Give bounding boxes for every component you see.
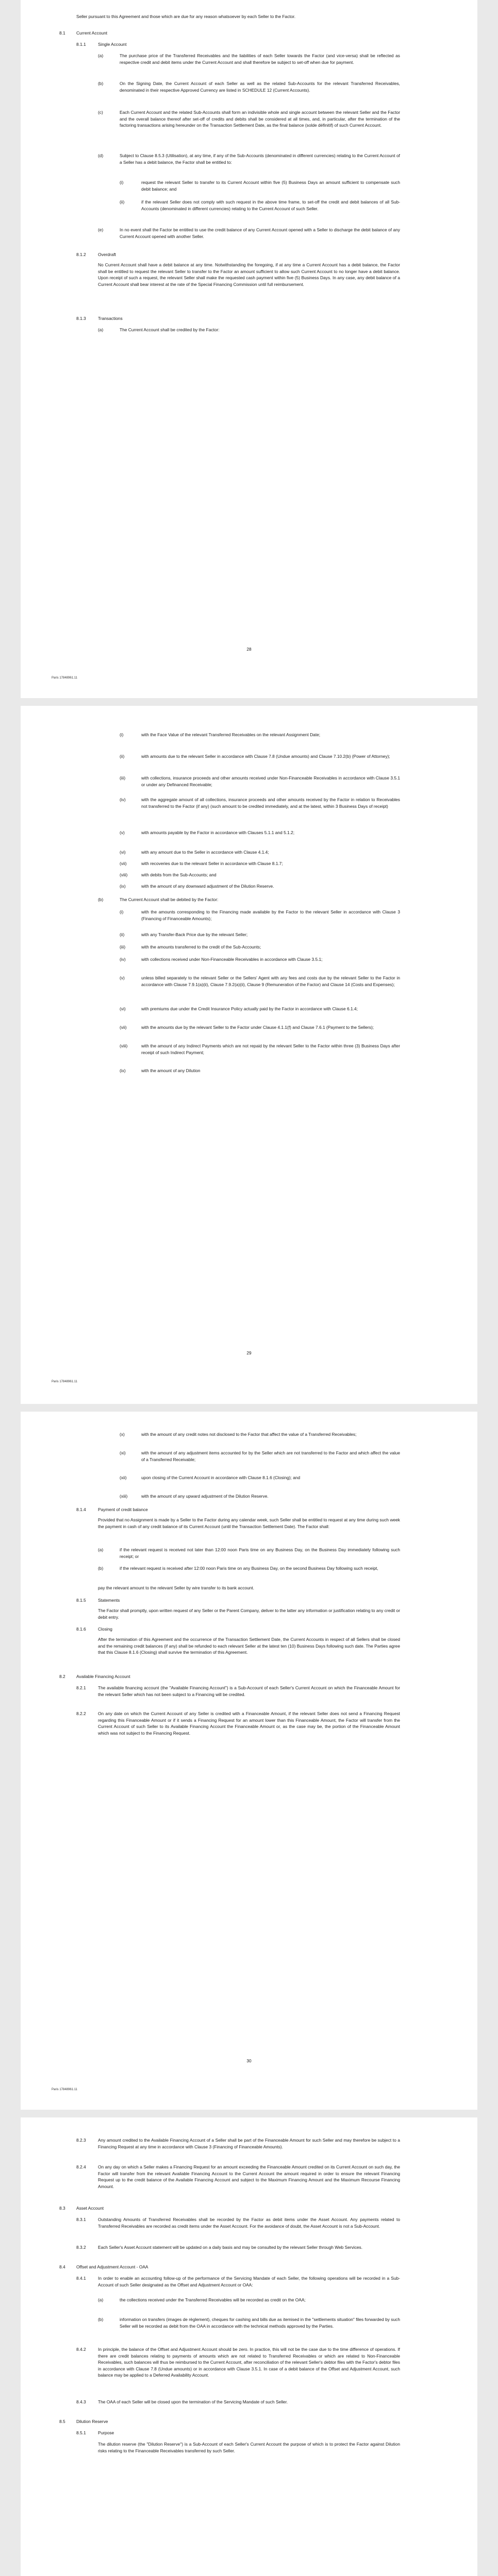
item-label: (xii)	[120, 1475, 127, 1480]
item-text: with the amount of any Indirect Payments which are not repaid by the relevant Seller to the Factor within three (3) Business Days after receipt of such Indirect Payment;	[141, 1043, 400, 1055]
subsection-number: 8.2.2	[76, 1711, 86, 1716]
item-text: with the amounts due by the relevant Seller to the Factor under Clause 4.1.1(f) and Clause 7.6.1 (Payment to the Sellers);	[141, 1025, 374, 1030]
item-text: In no event shall the Factor be entitled to use the credit balance of any Current Account opened with a Seller to discharge the debit balance of any Current Account opened with another Seller.	[120, 227, 400, 239]
item-label: (ii)	[120, 932, 125, 937]
section-heading: Available Financing Account	[76, 1674, 130, 1679]
item-text: unless billed separately to the relevant Seller or the Sellers' Agent with any fees and costs due by the relevant Seller to the Factor in accordance with Clause 7.9.1(a)(ii), Clause 7.9.2(a)(ii), Clause 9 (Remuneration of the Factor) and Clause 14 (Costs and Expenses);	[141, 975, 400, 987]
subsection-number: 8.2.4	[76, 2164, 86, 2170]
item-text: On the Signing Date, the Current Account of each Seller as well as the related Sub-Accounts for the relevant Transferred Receivables, denominated in their respective Approved Currency are listed in SCHEDULE 12 (Current Accounts).	[120, 81, 400, 93]
intro-paragraph: Seller pursuant to this Agreement and those which are due for any reason whatsoever by each Seller to the Factor.	[76, 14, 296, 19]
item-label: (ix)	[120, 1068, 126, 1073]
item-label: (a)	[98, 1547, 104, 1552]
item-text: Subject to Clause 8.5.3 (Utilisation), at any time, if any of the Sub-Accounts (denominated in different currencies) relating to the Current Account of a Seller has a debit balance, the Factor shall be entitled to:	[120, 153, 400, 165]
item-text: The Current Account shall be credited by the Factor:	[120, 327, 220, 332]
item-label: (a)	[98, 2297, 104, 2302]
item-label: (vii)	[120, 1025, 127, 1030]
item-label: (b)	[98, 2317, 104, 2322]
item-label: (a)	[98, 327, 104, 332]
item-label: (viii)	[120, 1043, 128, 1048]
item-label: (xiii)	[120, 1494, 128, 1499]
page-number: 29	[246, 1350, 252, 1355]
footer-reference: Paris 17848961.11	[52, 2088, 77, 2091]
section-number: 8.2	[59, 1674, 65, 1679]
item-text: with the amounts transferred to the credit of the Sub-Accounts;	[141, 944, 261, 950]
item-label: (iv)	[120, 957, 126, 962]
closing-paragraph: After the termination of this Agreement and the occurrence of the Transaction Settlement Date, the Current Accounts in respect of all Sellers shall be closed and the remaining credit balances (if any) shall be refunded to each relevant Seller at the latest ten (10) Business Days following such date. The Parties agree that this Clause 8.1.6 (Closing) shall survive the termination of this Agreement.	[98, 1637, 400, 1655]
item-label: (v)	[120, 975, 125, 980]
item-text: with any Transfer-Back Price due by the relevant Seller;	[141, 932, 248, 937]
item-label: (vi)	[120, 850, 126, 855]
overdraft-paragraph: No Current Account shall have a debit balance at any time. Notwithstanding the foregoing, if at any time a Current Account has a debit balance, the Factor shall be entitled to request the relevant Seller to transfer to the Factor an amount sufficient to allow such Current Account to no longer have a debit balance. Upon receipt of such a request, the relevant Seller shall make the requested cash payment within five (5) Business Days. In any case, any debit balance of a Current Account shall bear interest at the rate of the Special Financing Commission until full reimbursement.	[98, 262, 400, 287]
section-number: 8.4	[59, 2264, 65, 2269]
subsection-number: 8.1.1	[76, 42, 86, 47]
footer-reference: Paris 17848961.11	[52, 1380, 77, 1383]
item-text: with premiums due under the Credit Insurance Policy actually paid by the Factor in accordance with Clause 6.1.4;	[141, 1006, 358, 1011]
item-text: if the relevant request is received not later than 12:00 noon Paris time on any Business Day, on the Business Day immediately following such receipt; or	[120, 1547, 400, 1559]
item-text: with the amount of any downward adjustment of the Dilution Reserve.	[141, 884, 274, 889]
subsection-number: 8.4.3	[76, 2399, 86, 2404]
subsection-heading: Single Account	[98, 42, 127, 47]
item-label: (xi)	[120, 1450, 126, 1455]
page-28	[21, 0, 477, 698]
page-30	[21, 1412, 477, 2110]
item-text: with debits from the Sub-Accounts; and	[141, 872, 217, 877]
item-text: with amounts due to the relevant Seller in accordance with Clause 7.8 (Undue amounts) and Clause 7.10.2(b) (Power of Attorney);	[141, 754, 390, 759]
subsection-number: 8.1.3	[76, 316, 86, 321]
item-text: if the relevant Seller does not comply with such request in the above time frame, to set-off the credit and debit balances of all Sub-Accounts (denominated in different currencies) relating to the Current Account of such Seller.	[141, 199, 400, 211]
subsection-heading: Transactions	[98, 316, 123, 321]
item-label: (b)	[98, 81, 104, 86]
item-text: with the amount of any credit notes not disclosed to the Factor that affect the value of a Transferred Receivables;	[141, 1432, 357, 1437]
item-text: with amounts payable by the Factor in accordance with Clauses 5.1.1 and 5.1.2;	[141, 830, 295, 835]
item-label: (b)	[98, 1566, 104, 1571]
item-label: (i)	[120, 909, 124, 914]
item-text: upon closing of the Current Account in accordance with Clause 8.1.6 (Closing); and	[141, 1475, 301, 1480]
item-text: with collections received under Non-Financeable Receivables in accordance with Clause 3.5.1;	[141, 957, 323, 962]
section-heading: Offset and Adjustment Account - OAA	[76, 2264, 148, 2269]
subsection-number: 8.1.5	[76, 1598, 86, 1603]
clause-text: In principle, the balance of the Offset and Adjustment Account should be zero. In practice, this will not be the case due to the time difference of operations. If there are credit balances relating to payments of amounts which are not related to Transferred Receivables or which are related to Non-Financeable Receivables, such balances will thus be reimbursed to the Current Account, after reconciliation of the relevant Seller's debtor files with the Factor's debtor files in accordance with Clause 7.8 (Undue amounts) or in accordance with Clause 3.5.1. In case of a debit balance of the Offset and Adjustment Account, such balance may be applied to a Deferred Availability Account.	[98, 2347, 400, 2378]
clause-text: On any date on which the Current Account of any Seller is credited with a Financeable Amount, if the relevant Seller does not send a Financing Request regarding this Financeable Amount or if it sends a Financing Request for an amount lower than this Financeable Amount, the Factor will transfer from the Current Account of such Seller to its Available Financing Account the Financeable Amount or, as the case may be, the portion of the Financeable Amount which was not subject to the Financing Request.	[98, 1711, 400, 1736]
item-label: (vi)	[120, 1006, 126, 1011]
subsection-number: 8.3.1	[76, 2217, 86, 2222]
subsection-number: 8.1.2	[76, 252, 86, 257]
item-label: (b)	[98, 897, 104, 902]
item-label: (iv)	[120, 797, 126, 802]
subsection-number: 8.2.3	[76, 2138, 86, 2143]
subsection-number: 8.4.1	[76, 2276, 86, 2281]
clause-text: The available financing account (the "Available Financing Account") is a Sub-Account of each Seller's Current Account on which the Financeable Amount for the relevant Seller which has not been subject to a Financing will be credited.	[98, 1685, 400, 1697]
subsection-heading: Payment of credit balance	[98, 1507, 148, 1512]
item-label: (ix)	[120, 884, 126, 889]
section-number: 8.3	[59, 2206, 65, 2211]
item-label: (vii)	[120, 861, 127, 866]
item-label: (d)	[98, 153, 104, 158]
clause-text: Each Seller's Asset Account statement will be updated on a daily basis and may be consulted by the relevant Seller through Web Services.	[98, 2245, 363, 2250]
subsection-number: 8.4.2	[76, 2347, 86, 2352]
subsection-heading: Overdraft	[98, 252, 116, 257]
item-text: Each Current Account and the related Sub-Accounts shall form an indivisible whole and single account between the relevant Seller and the Factor and the overall balance thereof after set-off of credits and debits shall be considered at all times, and, in particular, after the termination of the factoring transactions arising hereunder on the Transaction Settlement Date, as the final balance (solde définitif) of such Current Account.	[120, 110, 400, 128]
item-text: with collections, insurance proceeds and other amounts received under Non-Financeable Receivables in accordance with Clause 3.5.1 or under any Definanced Receivable;	[141, 775, 400, 787]
item-label: (v)	[120, 830, 125, 835]
section-heading: Current Account	[76, 30, 108, 36]
item-text: with the amount of any adjustment items accounted for by the Seller which are not transferred to the Factor and which affect the value of a Transferred Receivable;	[141, 1450, 400, 1462]
section-number: 8.5	[59, 2419, 65, 2424]
item-text: with the amount of any Dilution	[141, 1068, 201, 1073]
subsection-number: 8.2.1	[76, 1685, 86, 1690]
subsection-number: 8.3.2	[76, 2245, 86, 2250]
item-label: (i)	[120, 732, 124, 737]
subsection-number: 8.5.1	[76, 2430, 86, 2435]
clause-text: Outstanding Amounts of Transferred Receivables shall be recorded by the Factor as debit items under the Asset Account. Any payments related to Transferred Receivables are recorded as credit items under the Asset Account. For the avoidance of doubt, the Asset Account is not a Sub-Account.	[98, 2217, 400, 2229]
section-heading: Dilution Reserve	[76, 2419, 108, 2424]
item-label: (i)	[120, 180, 124, 185]
item-text: with the amount of any upward adjustment of the Dilution Reserve.	[141, 1494, 269, 1499]
clause-text: The OAA of each Seller will be closed upon the termination of the Servicing Mandate of such Seller.	[98, 2399, 288, 2404]
clause-text: On any day on which a Seller makes a Financing Request for an amount exceeding the Financeable Amount credited on its Current Account on such day, the Factor will transfer from the relevant Available Financing Account to the Current Account the amount required in order to ensure the relevant Financing Request up to the credit balance of the Available Financing Account and subject to the Maximum Financing Amount and the Maximum Recourse Financing Amount.	[98, 2164, 400, 2189]
item-text: with the Face Value of the relevant Transferred Receivables on the relevant Assignment Date;	[141, 732, 321, 737]
item-text: request the relevant Seller to transfer to its Current Account within five (5) Business Days an amount sufficient to compensate such debit balance; and	[141, 180, 400, 192]
payment-paragraph: Provided that no Assignment is made by a Seller to the Factor during any calendar week, such Seller shall be entitled to request at any time during such week the payment in cash of any credit balance of its Current Account (until the Transaction Settlement Date). The Factor shall:	[98, 1517, 400, 1529]
section-heading: Asset Account	[76, 2206, 104, 2211]
item-text: The purchase price of the Transferred Receivables and the liabilities of each Seller towards the Factor (and vice-versa) shall be reflected as respective credit and debit items under the Current Account and shall therefore be subject to set-off when due for payment.	[120, 53, 400, 65]
item-label: (viii)	[120, 872, 128, 877]
item-text: with the aggregate amount of all collections, insurance proceeds and other amounts received by the Factor in relation to Receivables not transferred to the Factor (if any) (such amount to be credited immediately, and at the latest, within 3 Business Days of receipt)	[141, 797, 400, 809]
footer-reference: Paris 17848961.11	[52, 676, 77, 680]
payment-tail: pay the relevant amount to the relevant Seller by wire transfer to its bank account.	[98, 1585, 255, 1590]
item-label: (iii)	[120, 775, 126, 781]
item-text: with any amount due to the Seller in accordance with Clause 4.1.4;	[141, 850, 269, 855]
item-text: information on transfers (images de règlement), cheques for cashing and bills due as itemised in the "settlements situation" files forwarded by such Seller will be recorded as debit from the OAA in accordance with the technical methods approved by the Parties.	[120, 2317, 400, 2329]
statements-paragraph: The Factor shall promptly, upon written request of any Seller or the Parent Company, deliver to the latter any information or justification relating to any credit or debit entry.	[98, 1608, 400, 1620]
clause-text: Any amount credited to the Available Financing Account of a Seller shall be part of the Financeable Amount for such Seller and may therefore be subject to a Financing Request at any time in accordance with Clause 3 (Financing of Financeable Amounts).	[98, 2138, 400, 2149]
item-label: (ii)	[120, 754, 125, 759]
subsection-number: 8.1.4	[76, 1507, 86, 1512]
subsection-heading: Closing	[98, 1626, 112, 1632]
subsection-heading: Purpose	[98, 2430, 114, 2435]
purpose-paragraph: The dilution reserve (the "Dilution Reserve") is a Sub-Account of each Seller's Current Account the purpose of which is to protect the Factor against Dilution risks relating to the Financeable Receivables transferred by such Seller.	[98, 2442, 400, 2453]
page-29	[21, 706, 477, 1404]
item-text: if the relevant request is received after 12:00 noon Paris time on any Business Day, on the second Business Day following such receipt,	[120, 1566, 378, 1571]
item-text: The Current Account shall be debited by the Factor:	[120, 897, 219, 902]
clause-text: In order to enable an accounting follow-up of the performance of the Servicing Mandate of each Seller, the following operations will be recorded in a Sub-Account of such Seller designated as the Offset and Adjustment Account or OAA:	[98, 2276, 400, 2287]
page-number: 30	[246, 2058, 252, 2063]
page-number: 28	[246, 647, 252, 652]
page-31	[21, 2117, 477, 2576]
item-label: (x)	[120, 1432, 125, 1437]
section-number: 8.1	[59, 30, 65, 36]
item-text: the collections received under the Transferred Receivables will be recorded as credit on the OAA;	[120, 2297, 306, 2302]
subsection-heading: Statements	[98, 1598, 120, 1603]
item-label: (e)	[98, 227, 104, 232]
item-label: (c)	[98, 110, 103, 115]
item-text: with recoveries due to the relevant Seller in accordance with Clause 8.1.7;	[141, 861, 283, 866]
subsection-number: 8.1.6	[76, 1626, 86, 1632]
item-label: (a)	[98, 53, 104, 58]
item-label: (ii)	[120, 199, 125, 205]
item-label: (iii)	[120, 944, 126, 950]
item-text: with the amounts corresponding to the Financing made available by the Factor to the relevant Seller in accordance with Clause 3 (Financing of Financeable Amounts);	[141, 909, 400, 921]
